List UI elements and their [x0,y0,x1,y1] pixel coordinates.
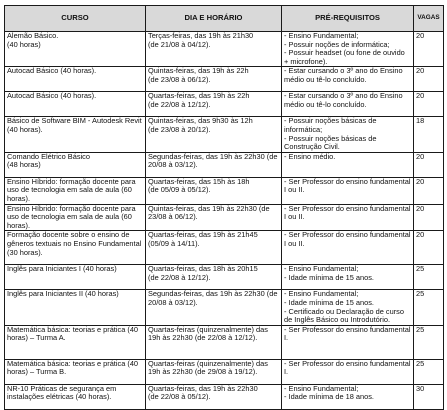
vacancies-cell [414,290,444,325]
course-name-text: Autocad Básico (40 horas). [7,91,97,101]
prerequisites-cell [282,204,414,231]
course-name-text: Inglês para Iniciantes I (40 horas) [7,264,117,274]
schedule-text: Terças-feiras, das 19h às 21h30 (de 21/08 à 04/12). [148,31,254,49]
table-row [5,231,444,265]
schedule-cell [146,92,282,117]
vacancies-text: 25 [416,264,425,274]
vacancies-text: 20 [416,152,425,161]
table-row [5,290,444,325]
prerequisites-cell [282,92,414,117]
vacancies-text: 20 [416,230,425,240]
course-name-text: Inglês para Iniciantes II (40 horas) [7,289,119,299]
prerequisites-cell [282,117,414,152]
schedule-cell [146,152,282,177]
schedule-text: Quartas-feiras, das 19h às 21h45 (05/09 à 14/11). [148,230,258,248]
course-table [4,5,444,410]
course-name-cell [5,117,146,152]
schedule-text: Quartas-feiras, das 15h às 18h (de 05/09 à 05/12). [148,177,250,195]
schedule-text: Segundas-feiras, das 19h às 22h30 (de 20/08 à 03/12). [148,152,278,170]
prerequisites-cell [282,265,414,290]
vacancies-cell [414,67,444,92]
vacancies-text: 20 [416,177,425,186]
course-name-cell [5,177,146,204]
course-rows [5,32,444,410]
prerequisites-text: - Ser Professor do ensino fundamental I ou II. [284,204,411,222]
schedule-cell [146,384,282,409]
vacancies-text: 30 [416,384,425,393]
course-name-cell [5,384,146,409]
vacancies-cell [414,204,444,231]
prerequisites-text: - Ser Professor do ensino fundamental I. [284,359,411,377]
schedule-cell [146,359,282,384]
schedule-cell [146,325,282,359]
schedule-text: Quintas-feiras, das 19h às 22h30 (de 23/08 à 06/12). [148,204,270,222]
table-row [5,152,444,177]
vacancies-cell [414,32,444,67]
course-name-text: Alemão Básico. (40 horas) [7,31,59,49]
prerequisites-cell [282,152,414,177]
vacancies-cell [414,325,444,359]
prerequisites-cell [282,384,414,409]
prerequisites-text: - Possuir noções básicas de informática; - Possuir noções básicas de Construção Civil. [284,116,377,152]
prerequisites-cell [282,32,414,67]
vacancies-cell [414,92,444,117]
prerequisites-cell [282,325,414,359]
vacancies-text: 20 [416,91,425,101]
table-row [5,384,444,409]
schedule-text: Quartas-feiras, das 19h às 22h (de 22/08 à 12/12). [148,91,250,109]
prerequisites-text: - Ensino Fundamental; - Idade mínima de 18 anos. [284,384,374,402]
schedule-cell [146,265,282,290]
table-row [5,359,444,384]
header-pre-requisitos: PRÉ-REQUISITOS [282,6,414,32]
course-name-text: Comando Elétrico Básico (48 horas) [7,152,90,170]
course-name-cell [5,67,146,92]
course-name-text: Ensino Híbrido: formação docente para uso de tecnologia em sala de aula (60 horas). [7,177,136,203]
vacancies-cell [414,231,444,265]
schedule-text: Segundas-feiras, das 19h às 22h30 (de 20/08 à 03/12). [148,289,278,307]
course-name-text: Autocad Básico (40 horas). [7,66,97,76]
course-name-text: Formação docente sobre o ensino de gêneros textuais no Ensino Fundamental (30 horas). [7,230,142,257]
schedule-cell [146,32,282,67]
header-vagas: VAGAS [414,6,444,32]
course-name-text: Matemática básica: teorias e prática (40 horas) – Turma A. [7,325,139,343]
course-name-cell [5,325,146,359]
vacancies-cell [414,177,444,204]
vacancies-cell [414,152,444,177]
prerequisites-text: - Estar cursando o 3º ano do Ensino médio ou tê-lo concluído. [284,66,403,84]
prerequisites-text: - Ser Professor do ensino fundamental I. [284,325,411,343]
table-row [5,265,444,290]
course-table-page [4,5,443,410]
prerequisites-text: - Estar cursando o 3º ano do Ensino médio ou tê-lo concluído. [284,91,403,109]
table-row [5,32,444,67]
schedule-text: Quintas-feiras, das 9h30 às 12h (de 23/08 à 20/12). [148,116,253,134]
prerequisites-text: - Ensino Fundamental; - Possuir noções de informática; - Possuir headset (ou fone de ouvido + microfone). [284,31,405,66]
course-name-text: Básico de Software BIM - Autodesk Revit (40 horas). [7,116,142,134]
course-name-text: Ensino Híbrido: formação docente para uso de tecnologia em sala de aula (60 horas). [7,204,136,230]
schedule-text: Quartas-feiras (quinzenalmente) das 19h às 22h30 (de 29/08 à 19/12). [148,359,268,377]
vacancies-cell [414,359,444,384]
course-name-cell [5,32,146,67]
prerequisites-text: - Ensino médio. [284,152,336,161]
table-row [5,204,444,231]
vacancies-cell [414,384,444,409]
schedule-cell [146,177,282,204]
header-curso: CURSO [5,6,146,32]
vacancies-cell [414,117,444,152]
prerequisites-text: - Ensino Fundamental; - Idade mínima de 15 anos. - Certificado ou Declaração de curso de Inglês Básico ou Introdutório. [284,289,404,325]
header-dia-horario: DIA E HORÁRIO [146,6,282,32]
prerequisites-cell [282,231,414,265]
prerequisites-cell [282,290,414,325]
course-name-cell [5,359,146,384]
course-name-cell [5,290,146,325]
course-name-cell [5,265,146,290]
table-row [5,325,444,359]
course-name-cell [5,204,146,231]
schedule-cell [146,67,282,92]
vacancies-text: 20 [416,66,425,76]
schedule-text: Quartas-feiras, das 19h às 22h30 (de 22/08 à 05/12). [148,384,258,402]
vacancies-text: 18 [416,116,425,126]
prerequisites-text: - Ensino Fundamental; - Idade mínima de 15 anos. [284,264,374,282]
schedule-cell [146,204,282,231]
prerequisites-cell [282,177,414,204]
schedule-cell [146,290,282,325]
prerequisites-text: - Ser Professor do ensino fundamental I ou II. [284,177,411,195]
table-row [5,117,444,152]
course-name-cell [5,152,146,177]
schedule-text: Quartas-feiras (quinzenalmente) das 19h às 22h30 (de 22/08 à 12/12). [148,325,268,343]
vacancies-text: 25 [416,359,425,368]
table-row [5,67,444,92]
course-name-cell [5,231,146,265]
schedule-cell [146,231,282,265]
table-row [5,177,444,204]
vacancies-text: 20 [416,204,425,213]
vacancies-text: 20 [416,31,425,40]
table-header-row [5,6,444,32]
course-name-text: Matemática básica: teorias e prática (40 horas) – Turma B. [7,359,139,377]
course-name-text: NR-10 Práticas de segurança em instalações elétricas (40 horas). [7,384,117,402]
vacancies-text: 25 [416,289,425,299]
vacancies-text: 25 [416,325,425,334]
vacancies-cell [414,265,444,290]
prerequisites-text: - Ser Professor do ensino fundamental I ou II. [284,230,411,248]
schedule-text: Quintas-feiras, das 19h às 22h (de 23/08 à 06/12). [148,66,249,84]
prerequisites-cell [282,359,414,384]
schedule-cell [146,117,282,152]
table-row [5,92,444,117]
prerequisites-cell [282,67,414,92]
schedule-text: Quartas-feiras, das 18h às 20h15 (de 22/08 à 12/12). [148,264,258,282]
course-name-cell [5,92,146,117]
